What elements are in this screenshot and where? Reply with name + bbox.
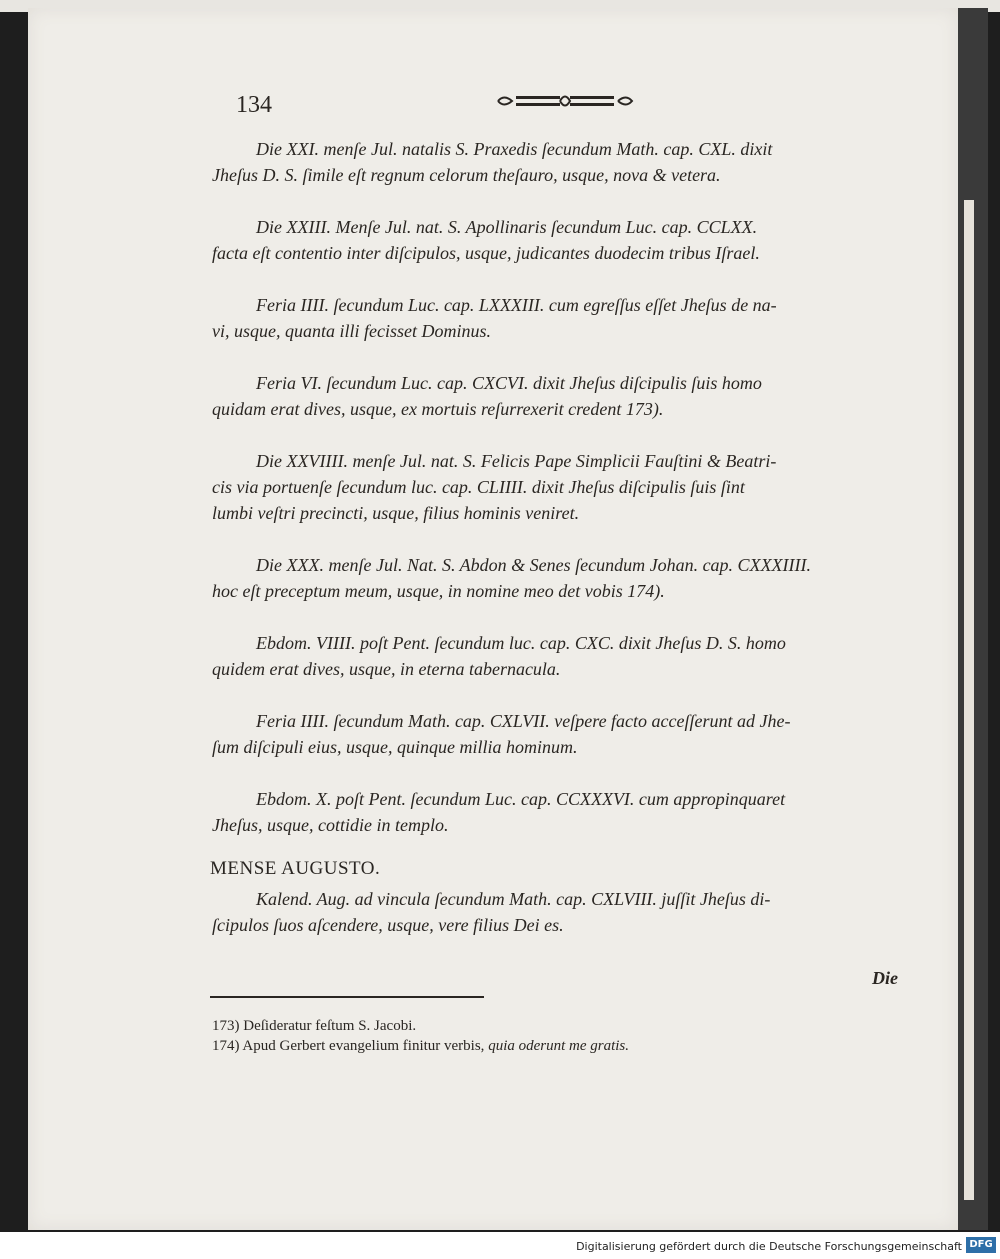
footer-credit: Digitalisierung gefördert durch die Deutsche Forschungsgemeinschaft (576, 1240, 962, 1253)
catchword: Die (872, 968, 898, 988)
entry-line: Feria VI. ſecundum Luc. cap. CXCVI. dixit Jheſus diſcipulis ſuis homo (256, 373, 762, 393)
footnote-173 (212, 1016, 416, 1036)
entry-line: hoc eſt preceptum meum, usque, in nomine meo det vobis 174). (212, 581, 665, 601)
footnote-quote: quia oderunt me gratis. (488, 1038, 630, 1054)
entry-line: ſum diſcipuli eius, usque, quinque millia hominum. (212, 737, 578, 757)
entry-line: facta eſt contentio inter diſcipulos, usque, judicantes duodecim tribus Iſrael. (212, 243, 760, 263)
entry-line: Jheſus, usque, cottidie in templo. (212, 815, 449, 835)
footnote-rule (210, 996, 484, 998)
entry-line: lumbi veſtri precincti, usque, filius hominis veniret. (212, 503, 580, 523)
entry-2 (212, 214, 924, 266)
dfg-logo-icon: DFG (966, 1237, 996, 1253)
footnote-174 (212, 1036, 629, 1056)
entry-line: Feria IIII. ſecundum Math. cap. CXLVII. veſpere facto acceſſerunt ad Jhe- (256, 711, 791, 731)
entry-line: Ebdom. X. poſt Pent. ſecundum Luc. cap. CCXXXVI. cum appropinquaret (256, 789, 786, 809)
entry-9 (212, 786, 924, 838)
section-heading: MENSE AUGUSTO. (210, 858, 381, 879)
footnote-text: 174) Apud Gerbert evangelium finitur verbis, (212, 1038, 485, 1054)
entry-line: Ebdom. VIIII. poſt Pent. ſecundum luc. cap. CXC. dixit Jheſus D. S. homo (256, 633, 786, 653)
entry-line: ſcipulos ſuos aſcendere, usque, vere filius Dei es. (212, 915, 564, 935)
entry-line: Die XXVIIII. menſe Jul. nat. S. Felicis Pape Simplicii Fauſtini & Beatri- (256, 451, 777, 471)
entry-5 (212, 448, 924, 526)
entry-line: Die XXIII. Menſe Jul. nat. S. Apollinaris ſecundum Luc. cap. CCLXX. (256, 217, 758, 237)
entry-line: vi, usque, quanta illi fecisset Dominus. (212, 321, 491, 341)
entry-line: Die XXX. menſe Jul. Nat. S. Abdon & Senes ſecundum Johan. cap. CXXXIIII. (256, 555, 812, 575)
next-page-edge (964, 200, 974, 1200)
entry-4 (212, 370, 924, 422)
page-number: 134 (236, 92, 272, 118)
entry-line: Die XXI. menſe Jul. natalis S. Praxedis ſecundum Math. cap. CXL. dixit (256, 139, 773, 159)
entry-line: Kalend. Aug. ad vincula ſecundum Math. cap. CXLVIII. juſſit Jheſus di- (256, 889, 771, 909)
august-entry (212, 886, 924, 938)
entry-line: Feria IIII. ſecundum Luc. cap. LXXXIII. cum egreſſus eſſet Jheſus de na- (256, 295, 777, 315)
entry-3 (212, 292, 924, 344)
entry-line: Jheſus D. S. ſimile eſt regnum celorum theſauro, usque, nova & vetera. (212, 165, 721, 185)
entry-8 (212, 708, 924, 760)
footnote-text: 173) Deſideratur feſtum S. Jacobi. (212, 1018, 417, 1034)
entry-6 (212, 552, 924, 604)
entry-1 (212, 136, 924, 188)
entry-line: quidem erat dives, usque, in eterna tabernacula. (212, 659, 561, 679)
entry-line: quidam erat dives, usque, ex mortuis reſurrexerit credent 173). (212, 399, 664, 419)
entry-7 (212, 630, 924, 682)
entry-line: cis via portuenſe ſecundum luc. cap. CLIIII. dixit Jheſus diſcipulis ſuis ſint (212, 477, 745, 497)
header-ornament (494, 90, 636, 112)
